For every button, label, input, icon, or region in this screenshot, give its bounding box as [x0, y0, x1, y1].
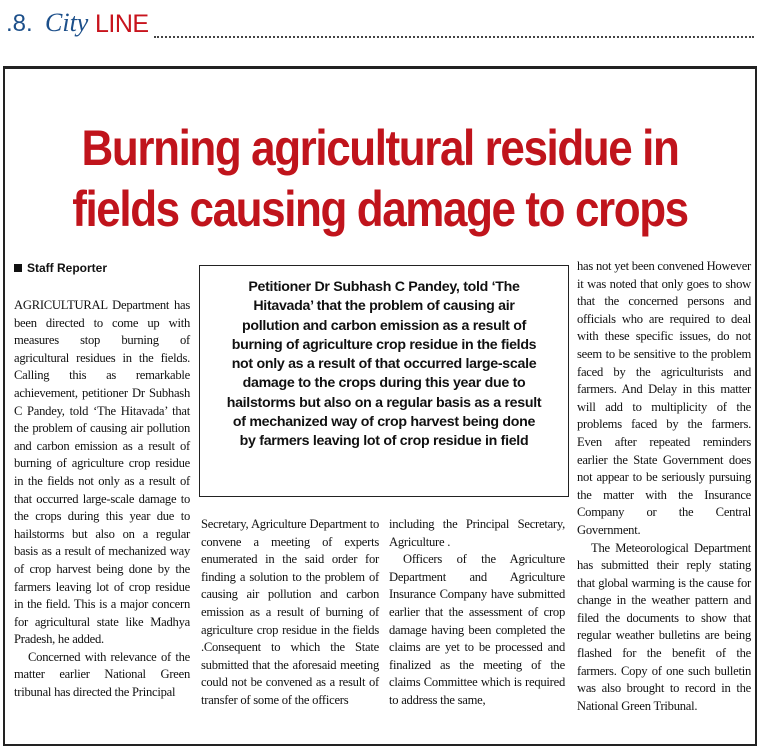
byline-text: Staff Reporter [27, 261, 108, 275]
article-column-1 [14, 297, 190, 702]
pull-quote-line: not only as a result of that occurred large-scale [231, 356, 537, 373]
article-headline [51, 118, 709, 240]
article-column-4 [577, 258, 751, 715]
article-column-3 [389, 516, 565, 710]
pull-quote-line: burning of agriculture crop residue in the fields [231, 336, 537, 353]
headline-line-2: fields causing damage to crops [72, 180, 688, 237]
paragraph: AGRICULTURAL Department has been directed to come up with measures stop burning of agricultural residues in the fields. Calling this as remarkable achievement, petitioner Dr Subhash C Pandey, told ‘The Hitavada’ that the problem of causing air pollution and carbon emission as a result of burning of agriculture crop residue in the fields not only as a result of that occurred large-scale damage to the crops during this year due to hailstorms but also on a regular basis as a result of mechanized way of crop harvest being done by the farmers leaving lot of crop residue in the field. This is a major concern for agricultural state like Madhya Pradesh, he added. [14, 298, 190, 647]
pull-quote-line: pollution and carbon emission as a result of [242, 317, 526, 334]
pull-quote-box [199, 265, 569, 497]
article-column-2 [201, 516, 379, 710]
byline-square-icon [14, 264, 22, 272]
paragraph: Officers of the Agriculture Department and Agriculture Insurance Company have submitted earlier that the assessment of crop damage having been completed the claims are yet to be processed and finalized as the meeting of the claims Committee which is required to address the same, [389, 552, 565, 707]
page-number: .8. [6, 10, 33, 37]
pull-quote-line: Hitavada’ that the problem of causing air [253, 298, 515, 315]
paragraph: has not yet been convened However it was noted that only goes to show that the concerned persons and officials who are required to deal with these specific issues, do not seem to be sensitive to the problem faced by the agriculturists and farmers. And Delay in this matter will add to multiplicity of the problems faced by the farmers. Even after repeated reminders earlier the State Government does not appear to be seriously pursuing the matter with the Insurance Company or the Central Government. [577, 259, 751, 537]
paragraph: Concerned with relevance of the matter earlier National Green tribunal has directed the Principal [14, 649, 190, 700]
page-masthead [4, 6, 758, 40]
headline-line-1: Burning agricultural residue in [81, 119, 679, 176]
pull-quote-line: hailstorms but also on a regular basis as a result [226, 394, 542, 411]
masthead-dotted-rule [154, 36, 754, 38]
paragraph: including the Principal Secretary, Agriculture . [389, 517, 565, 549]
pull-quote-line: of mechanized way of crop harvest being done [232, 414, 536, 431]
paragraph: Secretary, Agriculture Department to convene a meeting of experts enumerated in the said order for finding a solution to the problem of causing air pollution and carbon emission as a result of burning of agriculture crop residue in the fields .Consequent to which the State submitted that the aforesaid meeting could not be convened as a result of transfer of some of the officers [201, 517, 379, 707]
paragraph: The Meteorological Department has submitted their reply stating that global warming is the cause for change in the weather pattern and filed the documents to show that regular weather bulletins are being flashed for the benefit of the farmers. Copy of one such bulletin was also brought to record in the National Green Tribunal. [577, 540, 751, 713]
section-brand-city: City [45, 8, 89, 37]
section-brand-line: LINE [95, 10, 149, 38]
byline [14, 261, 107, 275]
pull-quote-line: by farmers leaving lot of crop residue in field [239, 433, 529, 450]
pull-quote-line: damage to the crops during this year due to [242, 375, 526, 392]
pull-quote-line: Petitioner Dr Subhash C Pandey, told ‘The [248, 279, 520, 295]
